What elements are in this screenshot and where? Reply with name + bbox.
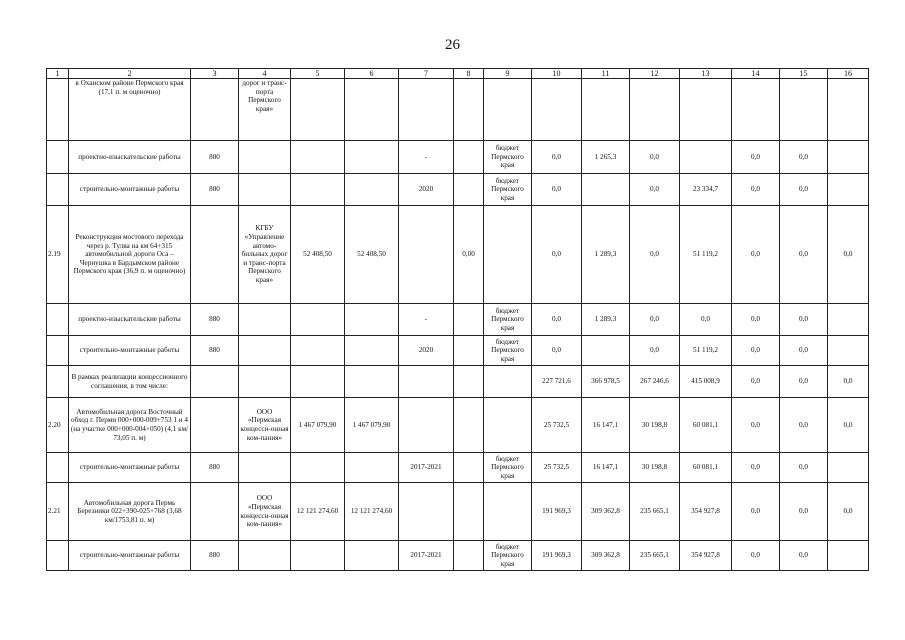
table-cell: [291, 453, 345, 483]
table-header-row: [47, 69, 869, 79]
table-cell: [291, 174, 345, 206]
table-cell: [484, 398, 532, 453]
table-cell: 25 732,5: [532, 453, 582, 483]
table-cell: [345, 79, 399, 141]
table-cell: Автомобильная дорога Восточный обход г. Перми 000+000-009+753 1 и 4 (на участке 000+000-004+050) (4,1 км/ 73,05 п. м): [69, 398, 191, 453]
table-cell: 0,0: [532, 304, 582, 336]
table-cell: -: [399, 141, 454, 174]
table-cell: 2020: [399, 174, 454, 206]
table-cell: [291, 541, 345, 571]
table-cell: [47, 141, 69, 174]
table-row: [47, 483, 869, 541]
table-cell: 0,0: [630, 141, 680, 174]
table-cell: строительно-монтажные работы: [69, 174, 191, 206]
column-number-header: 7: [399, 69, 454, 79]
table-cell: -: [399, 304, 454, 336]
table-cell: [454, 304, 484, 336]
table-cell: [291, 141, 345, 174]
column-number-header: 15: [780, 69, 828, 79]
table-cell: 0,0: [828, 366, 869, 398]
table-cell: 0,0: [630, 304, 680, 336]
table-cell: Реконструкция мостового перехода через р. Тулва на км 64+315 автомобильной дороги Оса – Чернушка в Бардымском районе Пермского края (36,9 п. м оценочно): [69, 206, 191, 304]
table-cell: 0,0: [732, 141, 780, 174]
table-cell: [191, 398, 239, 453]
table-cell: [454, 141, 484, 174]
column-number-header: 4: [239, 69, 291, 79]
table-cell: 0,0: [630, 336, 680, 366]
table-cell: [828, 453, 869, 483]
column-number-header: 1: [47, 69, 69, 79]
table-cell: 354 927,8: [680, 483, 732, 541]
table-cell: [345, 174, 399, 206]
table-cell: 25 732,5: [532, 398, 582, 453]
table-cell: 267 246,6: [630, 366, 680, 398]
table-cell: [828, 141, 869, 174]
table-cell: 0,0: [630, 174, 680, 206]
column-number-header: 11: [582, 69, 630, 79]
table-cell: 0,0: [532, 141, 582, 174]
table-cell: [680, 79, 732, 141]
table-cell: [399, 206, 454, 304]
table-row: [47, 79, 869, 141]
table-cell: 0,0: [732, 336, 780, 366]
table-cell: [828, 336, 869, 366]
column-number-header: 12: [630, 69, 680, 79]
column-number-header: 3: [191, 69, 239, 79]
table-cell: [47, 79, 69, 141]
table-cell: [399, 79, 454, 141]
table-cell: 0,0: [828, 398, 869, 453]
table-cell: 0,0: [532, 336, 582, 366]
table-cell: 52 408,50: [291, 206, 345, 304]
table-cell: 52 408,50: [345, 206, 399, 304]
table-cell: [484, 483, 532, 541]
table-cell: 0,0: [780, 304, 828, 336]
table-cell: 235 665,1: [630, 541, 680, 571]
table-cell: [732, 79, 780, 141]
table-cell: 16 147,1: [582, 398, 630, 453]
table-cell: 0,0: [732, 453, 780, 483]
table-cell: строительно-монтажные работы: [69, 541, 191, 571]
table-cell: бюджет Пермского края: [484, 141, 532, 174]
table-cell: [828, 541, 869, 571]
table-cell: 16 147,1: [582, 453, 630, 483]
table-cell: 60 081,1: [680, 398, 732, 453]
table-cell: 0,0: [732, 206, 780, 304]
table-cell: 0,0: [732, 174, 780, 206]
table-cell: [399, 483, 454, 541]
table-cell: [582, 336, 630, 366]
table-cell: 0,0: [732, 366, 780, 398]
table-cell: 191 969,3: [532, 483, 582, 541]
table-cell: 2020: [399, 336, 454, 366]
table-cell: 2.20: [47, 398, 69, 453]
table-cell: 0,0: [828, 483, 869, 541]
table-cell: проектно-изыскательские работы: [69, 304, 191, 336]
table-cell: [532, 79, 582, 141]
table-cell: проектно-изыскательские работы: [69, 141, 191, 174]
table-cell: [630, 79, 680, 141]
table-cell: бюджет Пермского края: [484, 541, 532, 571]
table-cell: 2017-2021: [399, 541, 454, 571]
table-cell: 880: [191, 304, 239, 336]
table-cell: [47, 453, 69, 483]
table-cell: 0,0: [780, 366, 828, 398]
table-cell: [399, 398, 454, 453]
table-cell: бюджет Пермского края: [484, 453, 532, 483]
table-cell: 366 978,5: [582, 366, 630, 398]
table-cell: [191, 483, 239, 541]
table-cell: 0,0: [680, 304, 732, 336]
table-cell: [239, 304, 291, 336]
table-cell: ООО «Пермская концесси-онная ком-пания»: [239, 398, 291, 453]
table-cell: [780, 79, 828, 141]
table-cell: строительно-монтажные работы: [69, 453, 191, 483]
table-cell: 2.21: [47, 483, 69, 541]
table-cell: бюджет Пермского края: [484, 336, 532, 366]
table-cell: [239, 453, 291, 483]
table-cell: [291, 304, 345, 336]
column-number-header: 6: [345, 69, 399, 79]
table-cell: 0,0: [732, 483, 780, 541]
table-cell: бюджет Пермского края: [484, 304, 532, 336]
table-cell: 0,0: [828, 206, 869, 304]
table-cell: дорог и транс-порта Пермского края»: [239, 79, 291, 141]
budget-table: [46, 68, 869, 571]
table-cell: строительно-монтажные работы: [69, 336, 191, 366]
table-cell: 0,0: [732, 304, 780, 336]
table-cell: [239, 366, 291, 398]
table-cell: 30 198,8: [630, 453, 680, 483]
table-row: [47, 453, 869, 483]
table-cell: [454, 366, 484, 398]
table-cell: 30 198,8: [630, 398, 680, 453]
table-cell: 0,0: [532, 174, 582, 206]
table-cell: [345, 366, 399, 398]
table-cell: 1 289,3: [582, 206, 630, 304]
table-row: [47, 541, 869, 571]
column-number-header: 10: [532, 69, 582, 79]
table-cell: [47, 304, 69, 336]
table-cell: [345, 336, 399, 366]
table-cell: бюджет Пермского края: [484, 174, 532, 206]
table-cell: [191, 79, 239, 141]
table-cell: [47, 366, 69, 398]
table-cell: 227 721,6: [532, 366, 582, 398]
table-cell: 0,0: [780, 206, 828, 304]
table-cell: 191 969,3: [532, 541, 582, 571]
table-cell: 1 289,3: [582, 304, 630, 336]
table-cell: 1 467 079,90: [345, 398, 399, 453]
column-number-header: 14: [732, 69, 780, 79]
table-cell: [828, 174, 869, 206]
table-cell: [345, 304, 399, 336]
table-cell: 880: [191, 541, 239, 571]
table-cell: 1 467 079,90: [291, 398, 345, 453]
table-cell: 0,0: [732, 398, 780, 453]
table-cell: 0,0: [780, 453, 828, 483]
table-cell: 309 362,8: [582, 541, 630, 571]
table-cell: 415 008,9: [680, 366, 732, 398]
table-cell: 51 119,2: [680, 336, 732, 366]
table-cell: [454, 174, 484, 206]
table-cell: [454, 541, 484, 571]
table-cell: 880: [191, 453, 239, 483]
table-cell: [454, 398, 484, 453]
table-cell: 0,0: [780, 336, 828, 366]
table-cell: [345, 141, 399, 174]
table-cell: [484, 206, 532, 304]
table-cell: В рамках реализации концессионного соглашения, в том числе:: [69, 366, 191, 398]
table-cell: [191, 366, 239, 398]
table-cell: 2017-2021: [399, 453, 454, 483]
table-cell: 12 121 274,60: [291, 483, 345, 541]
table-cell: 0,0: [780, 541, 828, 571]
table-row: [47, 141, 869, 174]
table-cell: 354 927,8: [680, 541, 732, 571]
table-row: [47, 336, 869, 366]
table-cell: [828, 79, 869, 141]
table-cell: в Оханском районе Пермского края (17,1 п. м оценочно): [69, 79, 191, 141]
table-cell: 51 119,2: [680, 206, 732, 304]
table-cell: [454, 79, 484, 141]
table-cell: [191, 206, 239, 304]
table-cell: 60 081,1: [680, 453, 732, 483]
table-cell: 0,0: [630, 206, 680, 304]
table-cell: [291, 336, 345, 366]
table-cell: 2.19: [47, 206, 69, 304]
table-cell: [582, 174, 630, 206]
page-number: 26: [445, 37, 460, 53]
table-cell: 235 665,1: [630, 483, 680, 541]
table-cell: 1 265,3: [582, 141, 630, 174]
table-cell: [454, 483, 484, 541]
table-cell: [239, 336, 291, 366]
table-row: [47, 304, 869, 336]
table-cell: КГБУ «Управление автомо-бильных дорог и транс-порта Пермского края»: [239, 206, 291, 304]
table-cell: [239, 541, 291, 571]
table-cell: Автомобильная дорога Пермь Березники 022+390-025+768 (3,68 км/1753,81 п. м): [69, 483, 191, 541]
table-row: [47, 366, 869, 398]
column-number-header: 5: [291, 69, 345, 79]
column-number-header: 8: [454, 69, 484, 79]
column-number-header: 9: [484, 69, 532, 79]
table-cell: 0,00: [454, 206, 484, 304]
table-cell: [454, 453, 484, 483]
table-cell: [680, 141, 732, 174]
table-cell: [291, 366, 345, 398]
table-cell: [47, 336, 69, 366]
table-cell: ООО «Пермская концесси-онная ком-пания»: [239, 483, 291, 541]
table-cell: [484, 366, 532, 398]
table-cell: [239, 141, 291, 174]
table-cell: 23 334,7: [680, 174, 732, 206]
column-number-header: 2: [69, 69, 191, 79]
table-cell: 0,0: [780, 483, 828, 541]
table-cell: [484, 79, 532, 141]
table-cell: [291, 79, 345, 141]
table-cell: [828, 304, 869, 336]
table-cell: [345, 453, 399, 483]
table-cell: [399, 366, 454, 398]
table-cell: 880: [191, 174, 239, 206]
table-cell: [582, 79, 630, 141]
table-cell: [47, 174, 69, 206]
column-number-header: 13: [680, 69, 732, 79]
table-cell: 0,0: [732, 541, 780, 571]
table-cell: 12 121 274,60: [345, 483, 399, 541]
table-cell: 0,0: [780, 398, 828, 453]
table-cell: 309 362,8: [582, 483, 630, 541]
table-cell: 0,0: [780, 141, 828, 174]
table-row: [47, 206, 869, 304]
table-cell: [454, 336, 484, 366]
column-number-header: 16: [828, 69, 869, 79]
table-row: [47, 174, 869, 206]
table-cell: 880: [191, 141, 239, 174]
table-cell: [239, 174, 291, 206]
table-row: [47, 398, 869, 453]
table-cell: 0,0: [780, 174, 828, 206]
table-cell: [47, 541, 69, 571]
table-cell: 0,0: [532, 206, 582, 304]
table-cell: 880: [191, 336, 239, 366]
table-cell: [345, 541, 399, 571]
